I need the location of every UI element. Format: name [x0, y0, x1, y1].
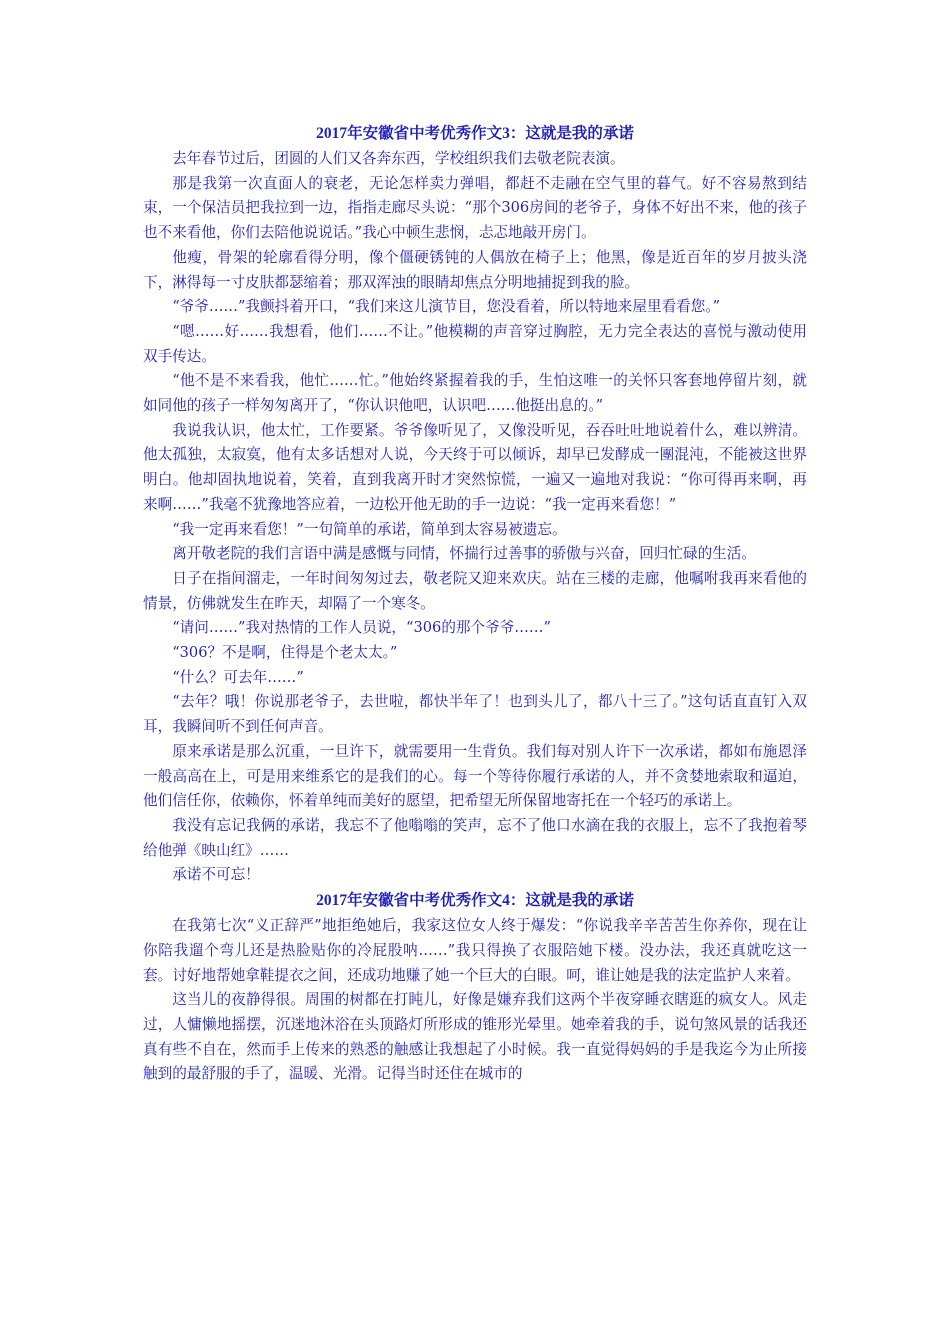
paragraph: 去年春节过后，团圆的人们又各奔东西，学校组织我们去敬老院表演。 [172, 150, 625, 167]
paragraph: “去年？哦！你说那老爷子，去世啦，都快半年了！也到头儿了，都八十三了。”这句话直直钉入双耳，我瞬间听不到任何声音。 [143, 693, 807, 736]
paragraph: “什么？可去年……” [172, 668, 304, 686]
paragraph: “嗯……好……我想看，他们……不让。”他模糊的声音穿过胸腔，无力完全表达的喜悦与激动使用双手传达。 [143, 322, 807, 365]
paragraph: 那是我第一次直面人的衰老，无论怎样卖力弹唱，都赶不走融在空气里的暮气。好不容易熬到结束，一个保洁员把我拉到一边，指指走廊尽头说：“那个306房间的老爷子，身体不好出不来，他的孩子也不来看他，你们去陪他说说话。”我心中顿生悲悯，忐忑地敲开房门。 [143, 174, 807, 242]
paragraph: 我说我认识，他太忙，工作要紧。爷爷像听见了，又像没听见，吞吞吐吐地说着什么，难以辨清。他太孤独，太寂寞，他有太多话想对人说，今天终于可以倾诉，却早已发酵成一團混沌，不能被这世界明白。他却固执地说着，笑着，直到我离开时才突然惊慌，一遍又一遍地对我说：“你可得再来啊，再来啊……”我毫不犹豫地答应着，一边松开他无助的手一边说：“我一定再来看您！” [143, 421, 807, 513]
essay-title: 2017年安徽省中考优秀作文3：这就是我的承诺 [316, 125, 634, 142]
paragraph: “306？不是啊，住得是个老太太。” [172, 644, 398, 662]
paragraph: “我一定再来看您！”一句简单的承诺，简单到太容易被遗忘。 [172, 520, 567, 538]
paragraph: 承诺不可忘！ [172, 866, 260, 884]
paragraph: 他瘦，骨架的轮廓看得分明，像个僵硬锈钝的人偶放在椅子上；他黑，像是近百年的岁月披头浇下，淋得每一寸皮肤都瑟缩着；那双浑浊的眼睛却焦点分明地捕捉到我的脸。 [143, 248, 807, 291]
paragraph: 日子在指间溜走，一年时间匆匆过去，敬老院又迎来欢庆。站在三楼的走廊，他嘱咐我再来看他的情景，仿佛就发生在昨天，却隔了一个寒冬。 [143, 569, 807, 612]
paragraph: “爷爷……”我颤抖着开口，“我们来这儿演节目，您没看着，所以特地来屋里看看您。” [172, 298, 721, 316]
paragraph: “请问……”我对热情的工作人员说，“306的那个爷爷……” [172, 619, 551, 637]
essay-title: 2017年安徽省中考优秀作文4：这就是我的承诺 [316, 892, 634, 910]
paragraph: “他不是不来看我，他忙……忙。”他始终紧握着我的手，生怕这唯一的关怀只客套地停留片刻，就如同他的孩子一样匆匆离开了，“你认识他吧，认识吧……他挺出息的。” [143, 372, 807, 415]
paragraph: 在我第七次“义正辞严”地拒绝她后，我家这位女人终于爆发：“你说我辛辛苦苦生你养你，现在让你陪我遛个弯儿还是热脸贴你的冷屁股呐……”我只得换了衣服陪她下楼。没办法，我还真就吃这一套。讨好地帮她拿鞋提衣之间，还成功地赚了她一个巨大的白眼。呵，谁让她是我的法定监护人来着。 [143, 917, 807, 984]
document-page [143, 121, 807, 1087]
paragraph: 我没有忘记我俩的承诺，我忘不了他嗡嗡的笑声，忘不了他口水滴在我的衣服上，忘不了我抱着琴给他弹《映山红》…… [143, 816, 807, 859]
essay-3 [143, 121, 807, 888]
paragraph: 原来承诺是那么沉重，一旦许下，就需要用一生背负。我们每对别人许下一次承诺，都如布施恩泽一般高高在上，可是用来维系它的是我们的心。每一个等待你履行承诺的人，并不贪婪地索取和逼迫，他们信任你，依赖你，怀着单纯而美好的愿望，把希望无所保留地寄托在一个轻巧的承诺上。 [143, 742, 807, 810]
essay-4 [143, 888, 807, 1087]
paragraph: 这当儿的夜静得很。周围的树都在打盹儿，好像是嫌弃我们这两个半夜穿睡衣瞎逛的疯女人。风走过，人慵懒地摇摆，沉迷地沐浴在头顶路灯所形成的锥形光晕里。她牵着我的手，说句煞风景的话我还真有些不自在，然而手上传来的熟悉的触感让我想起了小时候。我一直觉得妈妈的手是我迄今为止所接触到的最舒服的手了，温暖、光滑。记得当时还住在城市的 [143, 991, 807, 1083]
paragraph: 离开敬老院的我们言语中满是感慨与同情，怀揣行过善事的骄傲与兴奋，回归忙碌的生活。 [172, 545, 756, 563]
